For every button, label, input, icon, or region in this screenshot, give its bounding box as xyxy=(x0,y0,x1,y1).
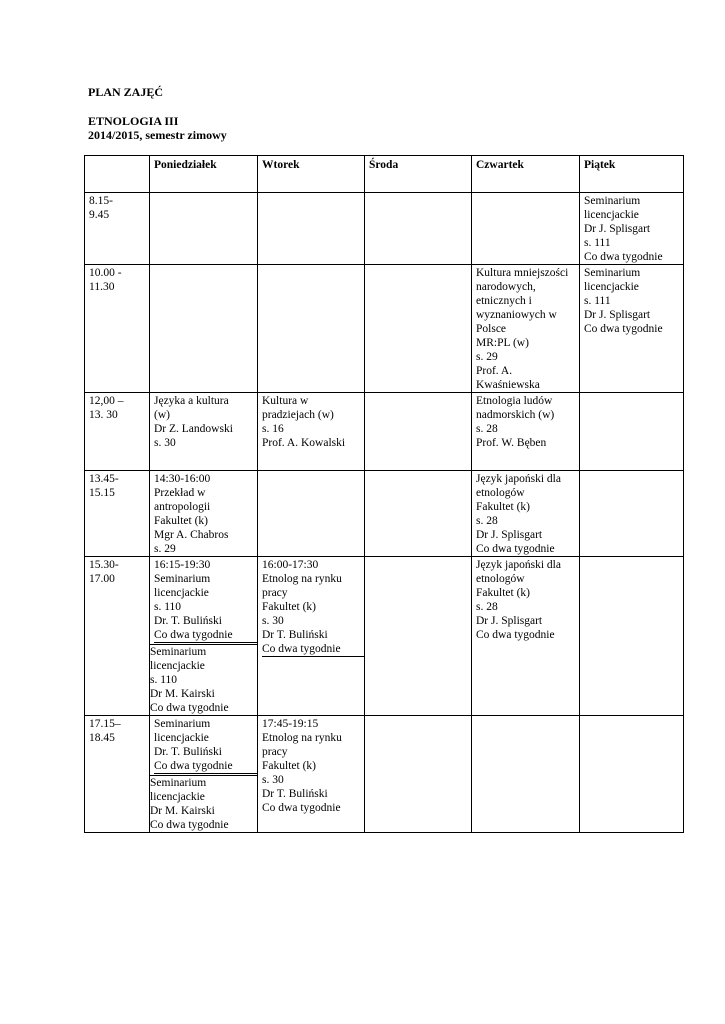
class-entry-line: Język japoński dla xyxy=(476,473,561,485)
schedule-cell xyxy=(365,471,472,557)
schedule-cell xyxy=(365,393,472,471)
time-slot-line: 9.45 xyxy=(89,209,110,221)
class-entry-line: Fakultet (k) xyxy=(262,760,316,772)
class-entry-line: wyznaniowych w xyxy=(476,309,557,321)
time-slot-line: 15.15 xyxy=(89,487,115,499)
class-entry-line: licencjackie xyxy=(150,660,205,672)
class-entry-line: Co dwa tygodnie xyxy=(154,760,233,772)
class-entry xyxy=(584,194,679,264)
schedule-cell xyxy=(258,716,365,833)
class-entry-line: pradziejach (w) xyxy=(262,409,334,421)
schedule-cell xyxy=(472,557,580,716)
class-entry-line: s. 30 xyxy=(262,615,284,627)
time-slot-cell xyxy=(85,471,150,557)
class-entry xyxy=(262,717,360,815)
schedule-cell xyxy=(150,193,258,265)
schedule-cell xyxy=(365,265,472,393)
class-entry-line: Dr M. Kairski xyxy=(150,805,215,817)
class-entry-line: licencjackie xyxy=(154,587,209,599)
class-entry-line: Prof. A. xyxy=(476,365,513,377)
class-entry-line: Polsce xyxy=(476,323,507,335)
class-entry-line: Język japoński dla xyxy=(476,559,561,571)
class-entry-line: 16:00-17:30 xyxy=(262,559,319,571)
schedule-cell xyxy=(580,265,684,393)
time-slot-line: 8.15- xyxy=(89,195,113,207)
class-entry-line: Co dwa tygodnie xyxy=(584,251,663,263)
schedule-row xyxy=(85,393,684,471)
time-slot-cell xyxy=(85,265,150,393)
schedule-cell xyxy=(472,265,580,393)
class-entry-line: licencjackie xyxy=(154,732,209,744)
class-entry xyxy=(262,558,364,657)
class-entry-line: nadmorskich (w) xyxy=(476,409,555,421)
class-entry-line: Etnolog na rynku xyxy=(262,732,342,744)
schedule-row xyxy=(85,193,684,265)
time-slot-cell xyxy=(85,393,150,471)
class-entry-line: Dr. T. Buliński xyxy=(154,746,222,758)
class-entry xyxy=(154,558,257,643)
schedule-row xyxy=(85,471,684,557)
class-entry-line: Dr. T. Buliński xyxy=(154,615,222,627)
class-entry-line: s. 111 xyxy=(584,295,611,307)
class-entry-line: licencjackie xyxy=(584,209,639,221)
class-entry-line: s. 28 xyxy=(476,515,498,527)
class-entry-line: s. 110 xyxy=(150,674,178,686)
schedule-cell xyxy=(150,265,258,393)
class-entry xyxy=(262,394,360,450)
schedule-cell xyxy=(258,557,365,716)
class-entry-line: Prof. A. Kowalski xyxy=(262,437,346,449)
time-slot-line: 11.30 xyxy=(89,281,115,293)
day-header: Czwartek xyxy=(472,156,580,193)
class-entry-line: s. 29 xyxy=(476,351,498,363)
header-time-cell xyxy=(85,156,150,193)
schedule-header-row xyxy=(85,156,684,193)
class-entry-line: Kwaśniewska xyxy=(476,379,540,391)
class-entry-line: s. 16 xyxy=(262,423,284,435)
class-entry xyxy=(154,394,253,450)
class-entry-line: Seminarium xyxy=(584,195,641,207)
schedule-cell xyxy=(258,193,365,265)
schedule-cell xyxy=(258,471,365,557)
schedule-cell xyxy=(365,557,472,716)
day-header: Środa xyxy=(365,156,472,193)
class-entry-line: Kultura mniejszości xyxy=(476,267,569,279)
schedule-cell xyxy=(472,716,580,833)
schedule-cell xyxy=(150,557,258,716)
class-entry-line: licencjackie xyxy=(150,791,205,803)
class-entry-line: Co dwa tygodnie xyxy=(476,543,555,555)
class-entry-line: Co dwa tygodnie xyxy=(150,702,229,714)
class-entry-line: s. 110 xyxy=(154,601,182,613)
class-entry-line: Mgr A. Chabros xyxy=(154,529,229,541)
class-entry-line: Dr J. Splisgart xyxy=(584,223,651,235)
schedule-cell xyxy=(258,393,365,471)
class-entry-line: 14:30-16:00 xyxy=(154,473,211,485)
time-slot-line: 17.00 xyxy=(89,573,115,585)
time-slot-cell xyxy=(85,557,150,716)
class-entry-line: Co dwa tygodnie xyxy=(262,643,341,655)
class-entry-line: Co dwa tygodnie xyxy=(150,819,229,831)
schedule-cell xyxy=(150,393,258,471)
schedule-cell xyxy=(580,716,684,833)
class-entry-line: s. 28 xyxy=(476,423,498,435)
class-entry-line: Seminarium xyxy=(154,718,211,730)
class-entry xyxy=(584,266,679,336)
class-entry xyxy=(154,472,253,556)
time-slot-cell xyxy=(85,716,150,833)
class-entry-line: Etnolog na rynku xyxy=(262,573,342,585)
day-header: Poniedziałek xyxy=(150,156,258,193)
schedule-cell xyxy=(472,393,580,471)
time-slot-line: 17.15– xyxy=(89,718,121,730)
schedule-cell xyxy=(580,193,684,265)
class-entry-line: s. 111 xyxy=(584,237,611,249)
time-slot-line: 10.00 - xyxy=(89,267,122,279)
class-entry xyxy=(150,775,257,832)
schedule-row xyxy=(85,557,684,716)
class-entry-line: Co dwa tygodnie xyxy=(154,629,233,641)
schedule-cell xyxy=(365,193,472,265)
class-entry-line: Dr J. Splisgart xyxy=(476,615,543,627)
class-entry-line: Co dwa tygodnie xyxy=(476,629,555,641)
schedule-cell xyxy=(580,393,684,471)
class-entry-line: Dr J. Splisgart xyxy=(584,309,651,321)
schedule-cell xyxy=(472,193,580,265)
day-header: Piątek xyxy=(580,156,684,193)
class-entry-line: Dr M. Kairski xyxy=(150,688,215,700)
time-slot-line: 13. 30 xyxy=(89,409,118,421)
class-entry-line: etnologów xyxy=(476,487,525,499)
schedule-cell xyxy=(580,471,684,557)
class-entry-line: Języka a kultura xyxy=(154,395,229,407)
class-entry-line: Co dwa tygodnie xyxy=(584,323,663,335)
class-entry-line: s. 30 xyxy=(262,774,284,786)
class-entry-line: Seminarium xyxy=(150,777,207,789)
day-header: Wtorek xyxy=(258,156,365,193)
semester-label: 2014/2015, semestr zimowy xyxy=(88,128,227,142)
schedule-cell xyxy=(258,265,365,393)
class-entry xyxy=(476,394,575,450)
class-entry-line: antropologii xyxy=(154,501,211,513)
time-slot-cell xyxy=(85,193,150,265)
class-entry-line: licencjackie xyxy=(584,281,639,293)
page-title: PLAN ZAJĘĆ xyxy=(88,85,164,99)
schedule-row xyxy=(85,265,684,393)
schedule-cell xyxy=(365,716,472,833)
schedule-cell xyxy=(150,471,258,557)
class-entry-line: Dr Z. Landowski xyxy=(154,423,233,435)
class-entry-line: Fakultet (k) xyxy=(262,601,316,613)
time-slot-line: 18.45 xyxy=(89,732,115,744)
class-entry-line: Kultura w xyxy=(262,395,309,407)
class-entry xyxy=(150,644,257,715)
class-entry xyxy=(476,558,575,642)
class-entry-line: Co dwa tygodnie xyxy=(262,802,341,814)
class-entry-line: MR:PL (w) xyxy=(476,337,529,349)
class-entry-line: Prof. W. Bęben xyxy=(476,437,547,449)
schedule-cell xyxy=(150,716,258,833)
schedule-cell xyxy=(580,557,684,716)
class-entry-line: Przekład w xyxy=(154,487,206,499)
class-entry-line: Dr T. Buliński xyxy=(262,788,328,800)
class-entry-line: 16:15-19:30 xyxy=(154,559,211,571)
class-entry-line: (w) xyxy=(154,409,170,421)
class-entry-line: s. 30 xyxy=(154,437,176,449)
class-entry-line: Etnologia ludów xyxy=(476,395,553,407)
time-slot-line: 15.30- xyxy=(89,559,119,571)
class-entry-line: narodowych, xyxy=(476,281,536,293)
class-entry-line: Seminarium xyxy=(150,646,207,658)
class-entry-line: Seminarium xyxy=(584,267,641,279)
class-entry xyxy=(154,717,257,774)
class-entry-line: Fakultet (k) xyxy=(476,587,530,599)
class-entry-line: pracy xyxy=(262,587,288,599)
class-entry xyxy=(476,266,575,392)
schedule-body xyxy=(85,193,684,833)
class-entry-line: etnologów xyxy=(476,573,525,585)
subject-title: ETNOLOGIA III xyxy=(88,114,179,128)
class-entry-line: pracy xyxy=(262,746,288,758)
class-entry-line: Fakultet (k) xyxy=(476,501,530,513)
time-slot-line: 13.45- xyxy=(89,473,119,485)
schedule-table xyxy=(84,155,684,833)
class-entry-line: s. 28 xyxy=(476,601,498,613)
time-slot-line: 12,00 – xyxy=(89,395,124,407)
schedule-row xyxy=(85,716,684,833)
schedule-cell xyxy=(472,471,580,557)
class-entry-line: etnicznych i xyxy=(476,295,532,307)
class-entry-line: s. 29 xyxy=(154,543,176,555)
class-entry-line: Dr J. Splisgart xyxy=(476,529,543,541)
class-entry-line: Fakultet (k) xyxy=(154,515,208,527)
class-entry-line: Dr T. Buliński xyxy=(262,629,328,641)
class-entry-line: 17:45-19:15 xyxy=(262,718,319,730)
class-entry xyxy=(476,472,575,556)
class-entry-line: Seminarium xyxy=(154,573,211,585)
